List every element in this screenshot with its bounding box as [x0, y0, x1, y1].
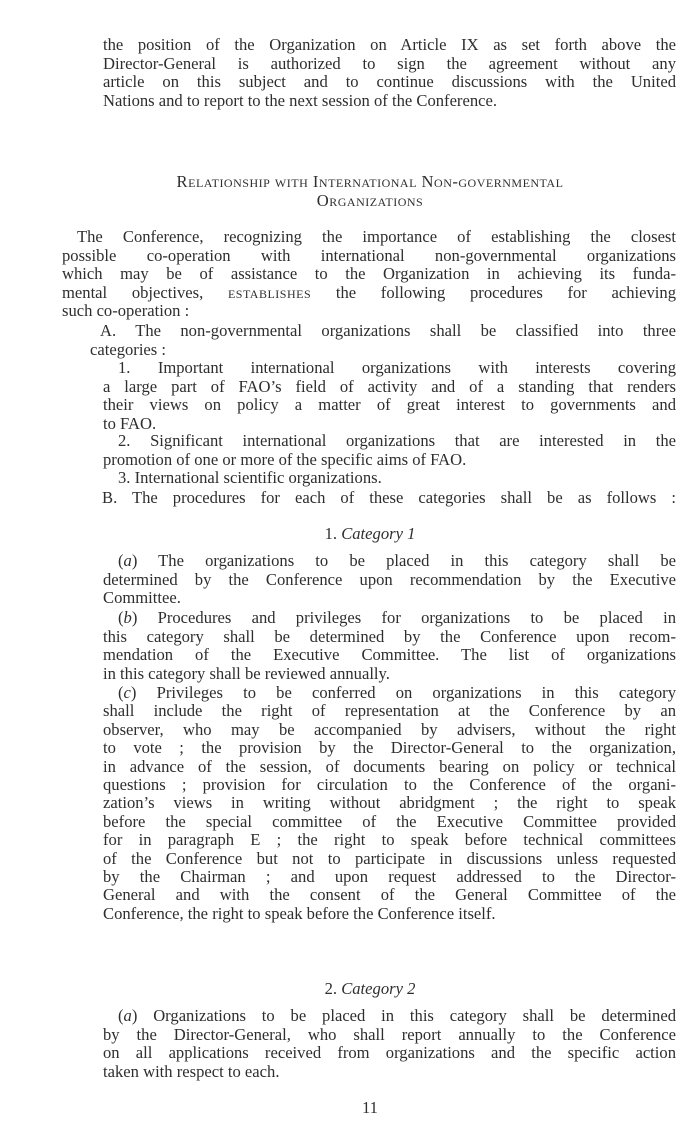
text-line: B. The procedures for each of these categories shall be as follows : — [102, 489, 676, 507]
text-line: article on this subject and to continue discussions with the United — [103, 73, 676, 91]
text-line: to FAO. — [103, 413, 157, 433]
text-line: a large part of FAO’s field of activity and of a standing that renders — [103, 377, 676, 396]
text-line: 11 — [362, 1098, 378, 1117]
text-line: 2. Significant international organizations that are interested in the — [118, 432, 676, 450]
text-line: 1. Category 1 — [324, 524, 416, 543]
text-line: 3. International scientific organizations. — [118, 468, 382, 487]
text-line: Nations and to report to the next session of the Conference. — [103, 90, 497, 110]
text-line: which may be of assistance to the Organization in achieving its funda- — [62, 265, 676, 284]
text-line: to vote ; the provision by the Director-General to the organization, — [103, 739, 676, 758]
text-line: such co-operation : — [62, 301, 190, 321]
text-line: mental objectives, establishes the following procedures for achieving — [62, 283, 676, 302]
text-line: Director-General is authorized to sign the agreement without any — [103, 54, 676, 73]
text-line: taken with respect to each. — [103, 1061, 280, 1081]
text-line: by the Director-General, who shall report annually to the Conference — [103, 1025, 676, 1044]
text-line: (a) The organizations to be placed in this category shall be — [118, 552, 676, 570]
text-line: A. The non-governmental organizations shall be classified into three — [100, 322, 676, 340]
text-line: the position of the Organization on Article IX as set forth above the — [103, 36, 676, 54]
text-line: promotion of one or more of the specific aims of FAO. — [103, 449, 467, 469]
text-line: zation’s views in writing without abridgment ; the right to speak — [103, 794, 676, 813]
text-line: determined by the Conference upon recommendation by the Executive — [103, 570, 676, 589]
text-line: Committee. — [103, 588, 181, 608]
text-line: by the Chairman ; and upon request addressed to the Director- — [103, 868, 676, 886]
text-line: (a) Organizations to be placed in this category shall be determined — [118, 1007, 676, 1025]
text-line: questions ; provision for circulation to the Conference of the organi- — [103, 776, 676, 794]
text-line: Organizations — [316, 191, 424, 210]
text-line: their views on policy a matter of great interest to governments and — [103, 396, 676, 414]
text-line: Conference, the right to speak before the Conference itself. — [103, 903, 496, 923]
text-line: this category shall be determined by the Conference upon recom- — [103, 627, 676, 646]
text-line: in advance of the session, of documents bearing on policy or technical — [103, 757, 676, 776]
text-line: shall include the right of representation at the Conference by an — [103, 702, 676, 721]
text-line: 1. Important international organizations with interests covering — [118, 359, 676, 377]
text-line: of the Conference but not to participate in discussions unless requested — [103, 849, 676, 868]
text-line: (b) Procedures and privileges for organizations to be placed in — [118, 609, 676, 627]
text-line: in this category shall be reviewed annually. — [103, 663, 390, 683]
text-line: categories : — [90, 339, 167, 359]
text-line: mendation of the Executive Committee. The list of organizations — [103, 646, 676, 665]
text-line: possible co-operation with international non-governmental organizations — [62, 246, 676, 265]
text-line: General and with the consent of the General Committee of the — [103, 886, 676, 905]
text-line: Relationship with International Non-governmental — [176, 172, 564, 191]
text-line: on all applications received from organizations and the specific action — [103, 1044, 676, 1063]
text-line: for in paragraph E ; the right to speak before technical committees — [103, 831, 676, 850]
text-line: observer, who may be accompanied by advisers, without the right — [103, 720, 676, 739]
text-line: before the special committee of the Executive Committee provided — [103, 812, 676, 831]
text-line: The Conference, recognizing the importance of establishing the closest — [77, 228, 676, 246]
text-line: 2. Category 2 — [324, 979, 416, 998]
text-line: (c) Privileges to be conferred on organizations in this category — [118, 684, 676, 702]
